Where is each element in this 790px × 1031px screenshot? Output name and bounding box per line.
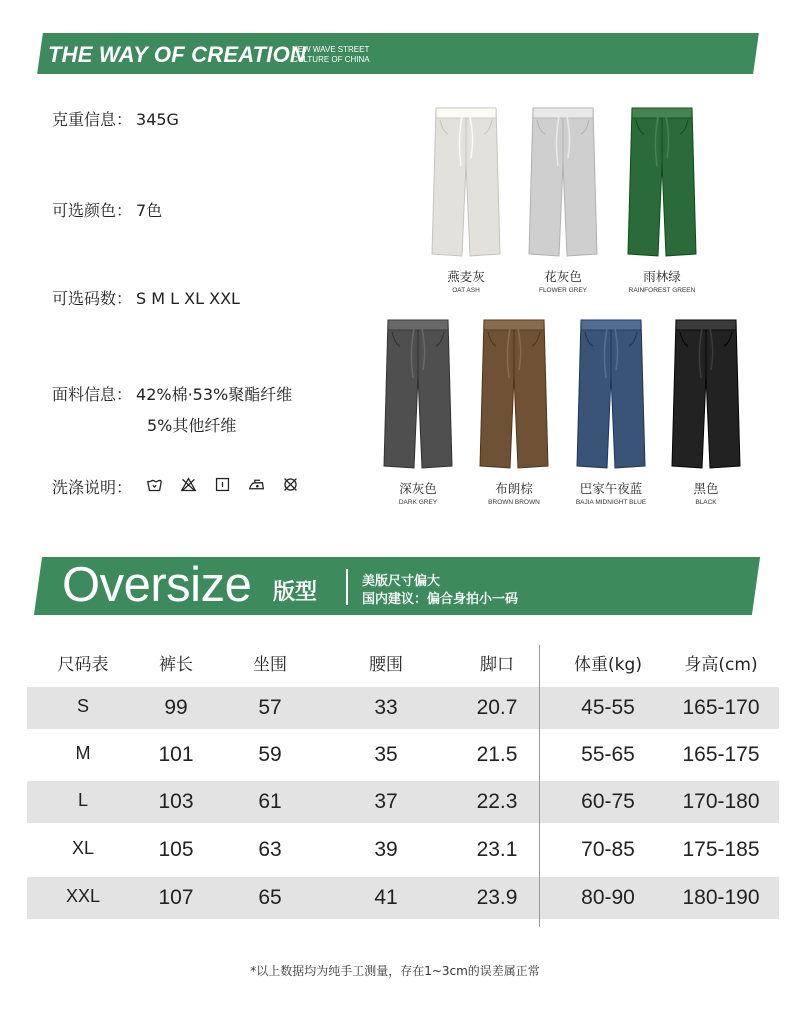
product-rainforest-green bbox=[612, 104, 712, 294]
info-fabric bbox=[52, 382, 292, 405]
table-cell: XL bbox=[71, 838, 95, 858]
fit-cn: 版型 bbox=[273, 580, 318, 605]
tumble-dry-icon bbox=[214, 476, 231, 493]
product-name-en: FLOWER GREY bbox=[538, 287, 588, 294]
no-bleach-icon bbox=[180, 476, 197, 493]
table-header-5: 体重(kg) bbox=[574, 655, 642, 675]
table-header-2: 坐围 bbox=[253, 655, 287, 675]
sizes-value: S M L XL XXL bbox=[136, 289, 240, 308]
product-name-en: BROWN BROWN bbox=[488, 499, 540, 506]
product-flower-grey bbox=[513, 104, 613, 294]
info-care bbox=[52, 475, 132, 498]
product-name-en: BLACK bbox=[695, 499, 717, 506]
pants-icon bbox=[573, 316, 649, 474]
table-cell: 165-175 bbox=[682, 743, 760, 766]
product-name-cn: 花灰色 bbox=[544, 269, 582, 284]
product-name-en: BAJIA MIDNIGHT BLUE bbox=[575, 499, 647, 506]
info-colors bbox=[52, 198, 162, 221]
table-cell: 21.5 bbox=[476, 743, 518, 766]
product-name-cn: 布朗棕 bbox=[495, 481, 533, 496]
info-sizes bbox=[52, 286, 240, 309]
info-weight bbox=[52, 107, 179, 130]
table-cell: 59 bbox=[258, 743, 282, 766]
table-cell: 65 bbox=[258, 886, 282, 909]
table-cell: M bbox=[75, 743, 91, 763]
hand-wash-icon bbox=[146, 476, 163, 493]
table-cell: 99 bbox=[164, 696, 188, 719]
table-cell: 23.1 bbox=[476, 838, 518, 861]
weight-value: 345G bbox=[136, 110, 179, 129]
pants-icon bbox=[624, 104, 700, 262]
pants-icon bbox=[428, 104, 504, 262]
banner-title: THE WAY OF CREATION bbox=[48, 42, 307, 67]
banner-subtitle-line2: CULTURE OF CHINA bbox=[292, 55, 370, 64]
table-cell: 180-190 bbox=[682, 886, 760, 909]
table-cell: 61 bbox=[258, 790, 282, 813]
no-dry-clean-icon bbox=[282, 476, 299, 493]
fit-note-advice: 国内建议：偏合身拍小一码 bbox=[362, 592, 519, 607]
care-icons bbox=[146, 476, 299, 493]
fit-note-size: 美版尺寸偏大 bbox=[362, 574, 441, 589]
table-cell: 33 bbox=[374, 696, 398, 719]
product-oat-ash bbox=[416, 104, 516, 294]
table-row bbox=[27, 829, 779, 871]
table-cell: 41 bbox=[374, 886, 398, 909]
sizes-label: 可选码数： bbox=[52, 289, 133, 308]
table-cell: 55-65 bbox=[581, 743, 635, 766]
fabric-label: 面料信息： bbox=[52, 385, 133, 404]
fabric-value-line1: 42%棉·53%聚酯纤维 bbox=[136, 385, 293, 404]
product-brown-brown bbox=[464, 316, 564, 506]
colors-label: 可选颜色： bbox=[52, 201, 133, 220]
iron-icon bbox=[248, 476, 265, 493]
product-name-en: RAINFOREST GREEN bbox=[628, 287, 696, 294]
fit-divider bbox=[346, 569, 348, 605]
banner-subtitle bbox=[292, 45, 370, 65]
table-cell: 105 bbox=[158, 838, 194, 861]
pants-icon bbox=[380, 316, 456, 474]
product-name-cn: 黑色 bbox=[693, 481, 719, 496]
table-header-6: 身高(cm) bbox=[684, 655, 758, 675]
table-header-4: 脚口 bbox=[480, 655, 514, 675]
fit-word: Oversize bbox=[62, 558, 252, 612]
table-cell: 103 bbox=[158, 790, 194, 813]
table-cell: 165-170 bbox=[682, 696, 760, 719]
table-cell: 22.3 bbox=[476, 790, 518, 813]
table-cell: 107 bbox=[158, 886, 194, 909]
table-cell: 23.9 bbox=[476, 886, 518, 909]
footnote: *以上数据均为纯手工测量，存在1~3cm的误差属正常 bbox=[250, 964, 540, 978]
table-cell: 35 bbox=[374, 743, 398, 766]
table-row bbox=[27, 877, 779, 919]
product-dark-grey bbox=[368, 316, 468, 506]
product-bajia-midnight-blue bbox=[561, 316, 661, 506]
product-name-cn: 雨林绿 bbox=[643, 269, 681, 284]
product-name-cn: 深灰色 bbox=[399, 481, 437, 496]
product-name-en: DARK GREY bbox=[398, 499, 438, 506]
table-header-3: 腰围 bbox=[369, 655, 403, 675]
weight-label: 克重信息： bbox=[52, 110, 133, 129]
table-row bbox=[27, 734, 779, 776]
table-cell: 101 bbox=[158, 743, 194, 766]
banner-subtitle-line1: NEW WAVE STREET bbox=[292, 45, 370, 54]
table-cell: 45-55 bbox=[581, 696, 635, 719]
product-name-en: OAT ASH bbox=[452, 287, 480, 294]
colors-value: 7色 bbox=[136, 201, 163, 220]
table-cell: XXL bbox=[65, 886, 101, 906]
table-cell: S bbox=[76, 696, 90, 716]
table-cell: L bbox=[77, 790, 89, 810]
table-header-0: 尺码表 bbox=[57, 655, 109, 675]
table-cell: 39 bbox=[374, 838, 398, 861]
pants-icon bbox=[525, 104, 601, 262]
pants-icon bbox=[476, 316, 552, 474]
care-label: 洗涤说明： bbox=[52, 478, 133, 497]
table-cell: 57 bbox=[258, 696, 282, 719]
fabric-value-line2: 5%其他纤维 bbox=[147, 416, 237, 435]
table-cell: 37 bbox=[374, 790, 398, 813]
table-row bbox=[27, 687, 779, 729]
table-row bbox=[27, 781, 779, 823]
table-cell: 175-185 bbox=[682, 838, 760, 861]
table-cell: 63 bbox=[258, 838, 282, 861]
pants-icon bbox=[668, 316, 744, 474]
table-cell: 20.7 bbox=[476, 696, 518, 719]
table-cell: 70-85 bbox=[581, 838, 635, 861]
product-black bbox=[656, 316, 756, 506]
table-cell: 170-180 bbox=[682, 790, 760, 813]
table-cell: 80-90 bbox=[581, 886, 635, 909]
table-cell: 60-75 bbox=[581, 790, 635, 813]
table-header-1: 裤长 bbox=[159, 655, 193, 675]
table-divider bbox=[539, 645, 540, 927]
product-name-cn: 燕麦灰 bbox=[447, 269, 485, 284]
product-name-cn: 巴家午夜蓝 bbox=[579, 481, 643, 496]
